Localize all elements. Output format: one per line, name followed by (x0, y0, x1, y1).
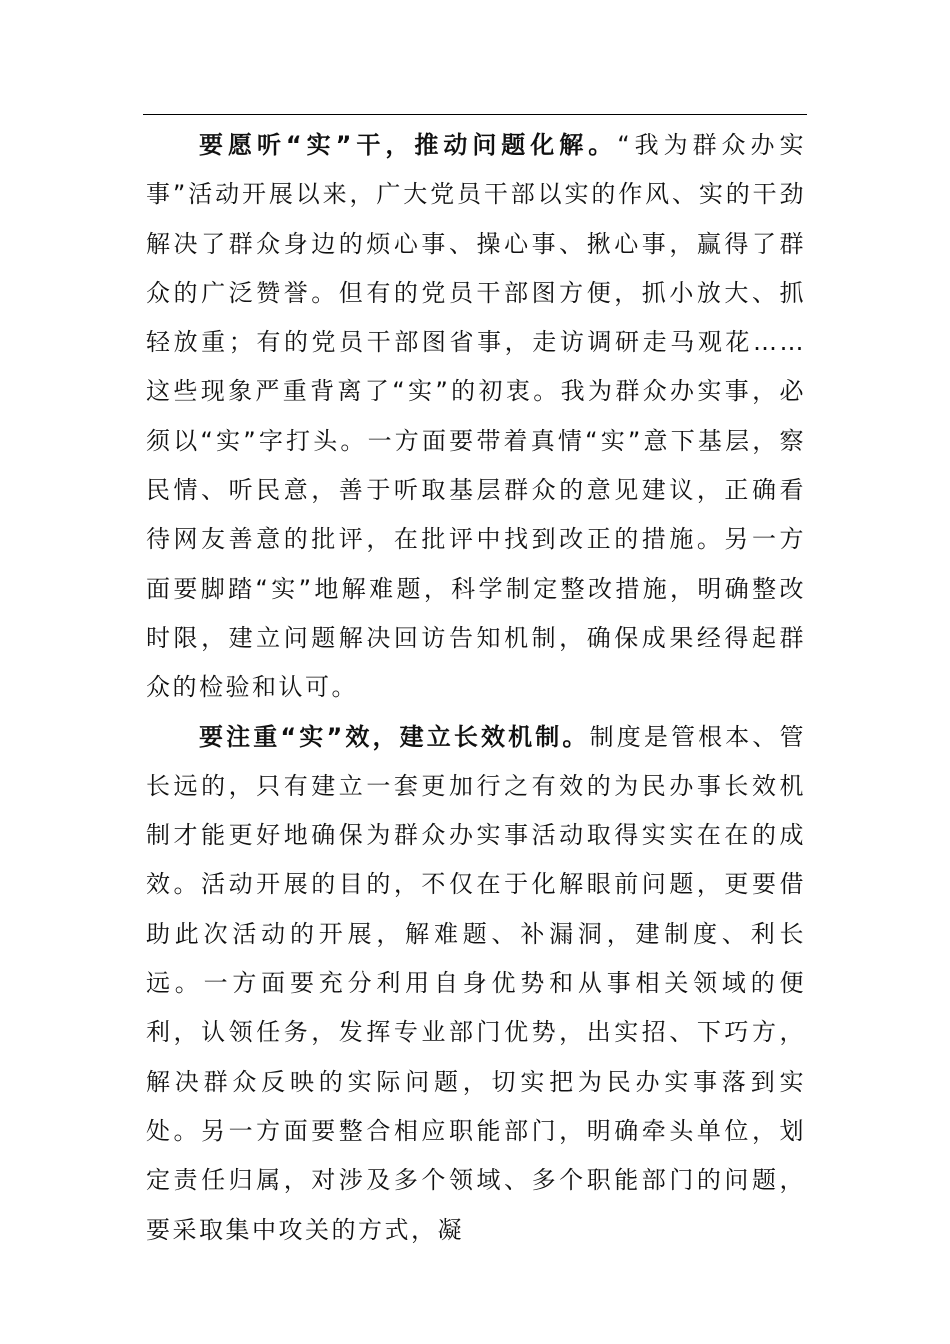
paragraph-1-heading: 要愿听“实”干，推动问题化解。 (199, 131, 618, 159)
document-body (146, 121, 806, 1255)
paragraph-1 (146, 121, 806, 713)
paragraph-2-heading: 要注重“实”效，建立长效机制。 (199, 722, 590, 751)
header-rule (143, 114, 807, 115)
paragraph-1-text: “我为群众办实事”活动开展以来，广大党员干部以实的作风、实的干劲解决了群众身边的烦心事、操心事、揪心事，赢得了群众的广泛赞誉。但有的党员干部图方便，抓小放大、抓轻放重；有的党员干部图省事，走访调研走马观花……这些现象严重背离了“实”的初衷。我为群众办实事，必须以“实”字打头。一方面要带着真情“实”意下基层，察民情、听民意，善于听取基层群众的意见建议，正确看待网友善意的批评，在批评中找到改正的措施。另一方面要脚踏“实”地解难题，科学制定整改措施，明确整改时限，建立问题解决回访告知机制，确保成果经得起群众的检验和认可。 (146, 131, 806, 702)
paragraph-2 (146, 713, 806, 1255)
paragraph-2-text: 制度是管根本、管长远的，只有建立一套更加行之有效的为民办事长效机制才能更好地确保为群众办实事活动取得实实在在的成效。活动开展的目的，不仅在于化解眼前问题，更要借助此次活动的开展，解难题、补漏洞，建制度、利长远。一方面要充分利用自身优势和从事相关领域的便利，认领任务，发挥专业部门优势，出实招、下巧方，解决群众反映的实际问题，切实把为民办实事落到实处。另一方面要整合相应职能部门，明确牵头单位，划定责任归属，对涉及多个领域、多个职能部门的问题，要采取集中攻关的方式，凝 (146, 722, 807, 1244)
